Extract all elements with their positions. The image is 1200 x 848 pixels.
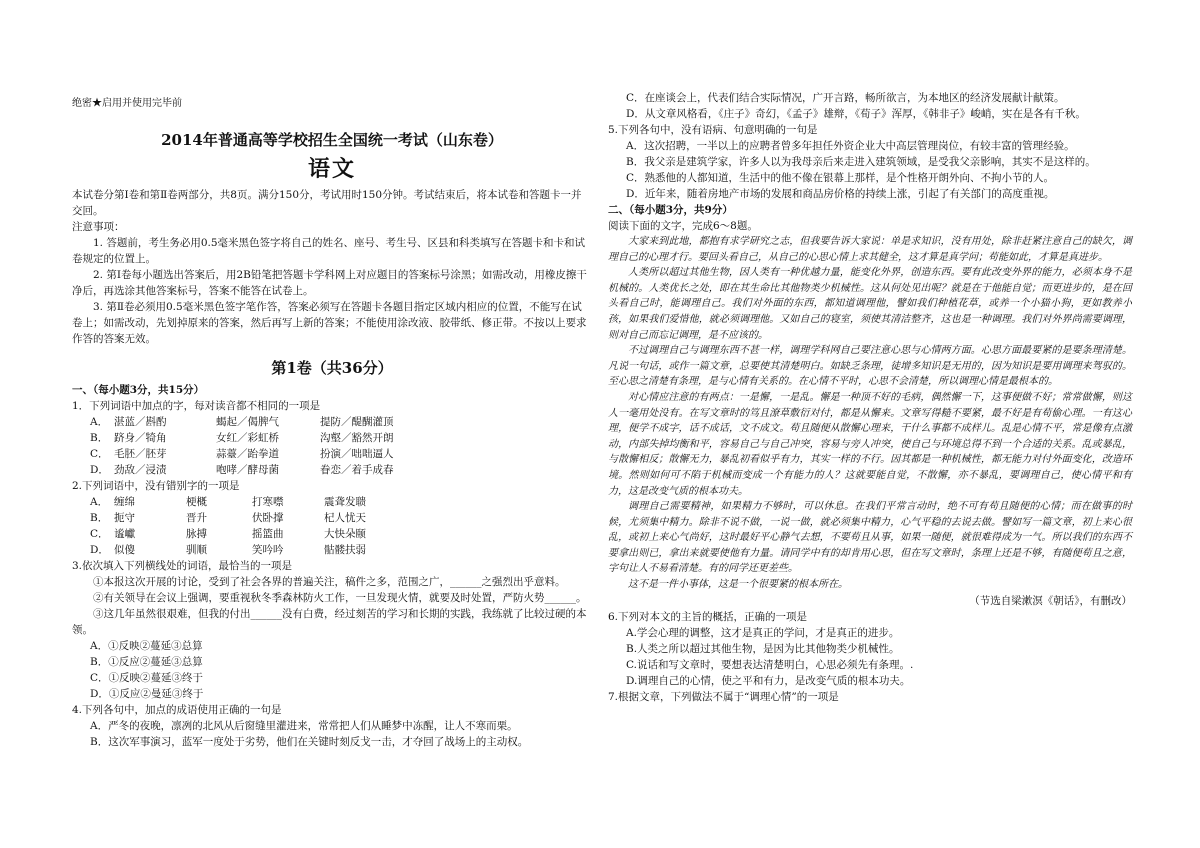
option-item: 杞人忧天: [324, 512, 366, 524]
exam-title: 2014年普通高等学校招生全国统一考试（山东卷）: [161, 131, 503, 149]
reading-instruction: 阅读下面的文字，完成6～8题。: [608, 220, 758, 232]
question-5-option-c: C．熟悉他的人都知道，生活中的他不像在银幕上那样，是个性格开朗外向、不拘小节的人。: [626, 172, 1055, 184]
option-item: 伏卧撑: [252, 512, 284, 524]
option-item: 晋升: [186, 512, 207, 524]
question-6-option-d: D.调理自己的心情，使之平和有力，是改变气质的根本功夫。: [626, 674, 911, 687]
option-item: 劲敌／浸渍: [114, 464, 167, 476]
option-item: 蒜薹／跆拳道: [216, 448, 279, 460]
option-label: B．: [90, 432, 109, 444]
question-3-sentence-3: ③这几年虽然很艰难，但我的付出______没有白费，经过刻苦的学习和长期的实践，我练就了比较过硬的本领。: [72, 608, 587, 636]
question-1-option-c: [72, 446, 592, 462]
option-item: 跻身／犄角: [114, 432, 167, 444]
option-label: D．: [90, 464, 109, 476]
option-label: B．: [90, 512, 109, 524]
option-label: C．: [90, 448, 109, 460]
option-label: A．: [90, 496, 109, 508]
confidential-note: 绝密★启用并使用完毕前: [72, 98, 182, 109]
option-label: D．: [90, 544, 109, 556]
question-5-option-a: A．这次招聘，一半以上的应聘者曾多年担任外资企业大中高层管理岗位，有较丰富的管理经验。: [626, 140, 1075, 152]
option-item: 咆哮／酵母菌: [216, 464, 279, 476]
question-2-option-c: [72, 526, 592, 542]
question-3-option-c: C．①反映②蔓延③终于: [90, 672, 204, 684]
option-label: A．: [90, 416, 109, 428]
question-6-option-a: A.学会心理的调整，这才是真正的学问，才是真正的进步。: [626, 626, 900, 639]
question-6-stem: 6.下列对本文的主旨的概括，正确的一项是: [608, 610, 808, 623]
left-column: [72, 88, 592, 750]
question-4-option-d: D．从文章风格看，《庄子》奇幻，《孟子》雄辩，《荀子》浑厚，《韩非子》峻峭，实在是各有千秋。: [626, 108, 1086, 120]
question-3-option-d: D．①反应②曼延③终于: [90, 688, 204, 700]
option-item: 骷髅扶弱: [324, 544, 366, 556]
passage-paragraph-6: 这不是一件小事体，这是一个很要紧的根本所在。: [628, 579, 848, 591]
notice-item-3: 3. 第Ⅱ卷必须用0.5毫米黑色签字笔作答，答案必须写在答题卡各题目指定区域内相应的位置，不能写在试卷上；如需改动，先划掉原来的答案，然后再写上新的答案；不能使用涂改液、胶带纸、修正带。不按以上要求作答的答案无效。: [72, 301, 587, 345]
question-2-option-a: [72, 494, 592, 510]
question-7-stem: 7.根据文章，下列做法不属于“调理心情”的一项是: [608, 690, 839, 703]
notice-item-1: 1. 答题前，考生务必用0.5毫米黑色签字将自己的姓名、座号、考生号、区县和科类填写在答题卡和卡和试卷规定的位置上。: [72, 237, 586, 265]
option-item: 蝎起／偈脾气: [216, 416, 279, 428]
passage-source: （节选自梁漱溟《朝话》，有删改）: [969, 594, 1132, 607]
option-item: 似傻: [114, 544, 135, 556]
option-item: 谧巘: [114, 528, 135, 540]
passage-paragraph-5: 调理自己需要精神，如果精力不够时，可以休息。在我们平常言动时，绝不可有苟且随便的心情；而在做事的时候，尤须集中精力。除非不说不做，一说一做，就必须集中精力，心气平稳的去说去做。譬如写一篇文章，初上来心很乱，或初上来心气尚好，这时最好平心静气去想，不要苟且从事，如果一随便，就很难得成为一气。所以我们的东西不要拿出则已，拿出来就要使他有力量。请同学中有的却肯用心思，但在写文章时，条理上还是不够，有随便苟且之意，字句让人不易看清楚。有的同学还更差些。: [608, 501, 1132, 575]
question-3-sentence-1: ①本报这次开展的讨论，受到了社会各界的普遍关注，稿件之多，范围之广，______之强烈出乎意料。: [93, 576, 566, 588]
option-item: 梗概: [186, 496, 207, 508]
question-6-option-b: B.人类之所以超过其他生物，是因为比其他物类少机械性。: [626, 642, 900, 655]
option-item: 摇篮曲: [252, 528, 284, 540]
question-5-option-b: B．我父亲是建筑学家，许多人以为我母亲后来走进入建筑领域，是受我父亲影响，其实不是这样的。: [626, 156, 1096, 168]
question-5-stem: 5.下列各句中，没有语病、句意明确的一句是: [608, 124, 818, 136]
part-2-heading: 二、（每小题3分，共9分）: [608, 204, 733, 216]
notice-label: 注意事项：: [72, 221, 125, 233]
question-6-option-c: C.说话和写文章时，要想表达清楚明白，心思必须先有条理。.: [626, 658, 914, 671]
question-2-option-b: [72, 510, 592, 526]
option-item: 笑吟吟: [252, 544, 284, 556]
passage-paragraph-1: 大家来到此地，都抱有求学研究之志，但我要告诉大家说：单是求知识，没有用处，除非赶紧注意自己的缺欠，调理自己的心理才行。要回头看自己，从自己的心思心情上求其健全，这才算是真学问；苟能如此，才算是真进步。: [608, 236, 1132, 263]
question-1-option-a: [72, 414, 592, 430]
option-item: 扮演／咄咄逼人: [320, 448, 394, 460]
question-1-option-b: [72, 430, 592, 446]
intro-paragraph: 本试卷分第Ⅰ卷和第Ⅱ卷两部分，共8页。满分150分，考试用时150分钟。考试结束后，将本试卷和答题卡一并交回。: [72, 189, 582, 217]
part-1-heading: 一、（每小题3分，共15分）: [72, 384, 205, 396]
question-3-option-a: A．①反映②蔓延③总算: [90, 640, 203, 652]
notice-item-2: 2. 第Ⅰ卷每小题选出答案后，用2B铅笔把答题卡学科网上对应题目的答案标号涂黑；如需改动，用橡皮擦干净后，再选涂其他答案标号，答案不能答在试卷上。: [72, 269, 587, 297]
right-column: [608, 90, 1132, 705]
question-2-option-d: [72, 542, 592, 558]
option-item: 毛胚／胚芽: [114, 448, 167, 460]
option-item: 扼守: [114, 512, 135, 524]
option-item: 女红／彩虹桥: [216, 432, 279, 444]
section-1-title: 第1卷（共36分）: [271, 359, 393, 377]
question-4-option-b: B．这次军事演习，蓝军一度处于劣势，他们在关键时刻反戈一击，才夺回了战场上的主动权。: [90, 736, 529, 748]
option-item: 打寒噤: [252, 496, 284, 508]
option-label: C．: [90, 528, 109, 540]
question-5-option-d: D．近年来，随着房地产市场的发展和商品房价格的持续上涨，引起了有关部门的高度重视。: [626, 188, 1055, 200]
passage-paragraph-3: 不过调理自己与调理东西不甚一样，调理学科网自己要注意心思与心情两方面。心思方面最要紧的是要条理清楚。凡说一句话，或作一篇文章，总要使其清楚明白。如缺乏条理，徒增多知识是无用的，因为知识是要用调理来驾驭的。至心思之清楚有条理，是与心情有关系的。在心情不平时，心思不会清楚，所以调理心情是最根本的。: [608, 345, 1132, 388]
question-1-option-d: [72, 462, 592, 478]
option-item: 驯顺: [186, 544, 207, 556]
option-item: 脉搏: [186, 528, 207, 540]
option-item: 震聋发聩: [324, 496, 366, 508]
option-item: 缠绵: [114, 496, 135, 508]
question-3-option-b: B．①反应②蔓延③总算: [90, 656, 203, 668]
passage-paragraph-4: 对心情应注意的有两点：一是懈，一是乱。懈是一种顶不好的毛病，偶然懈一下，这事便做不好；常常做懈，则这人一毫用处没有。在写文章时的笃且潦草敷衍对付，都是从懈来。文章写得糙不要紧，最不好是有苟偷心理。一有这心理，便学不成字，话不成话，文不成文。苟且随便从散懈心理来，干什么事都不成样儿。乱是心情不平，常是像有点激动，内部失掉均衡和平，容易自己与自己冲突，容易与旁人冲突，使自己与环境总得不到一个合适的关系。乱或暴乱，与散懈相反；散懈无力，暴乱初看似乎有力，其实一样的不行。因其都是一种机械性，都无能力对付外面变化，改造环境。然则如何可不陷于机械而变成一个有能力的人？这就要能自觉，不散懈，亦不暴乱，要调理自己，使心情平和有力，这是改变气质的根本功夫。: [608, 391, 1132, 497]
question-4-option-c: C．在座谈会上，代表们结合实际情况，广开言路，畅所欲言，为本地区的经济发展献计献策。: [626, 92, 1065, 104]
option-item: 大快朵颐: [324, 528, 366, 540]
option-item: 湛蓝／斟酌: [114, 416, 167, 428]
subject-title: 语文: [307, 156, 356, 182]
passage-paragraph-2: 人类所以超过其他生物，因人类有一种优越力量，能变化外界，创造东西。要有此改变外界的能力，必须本身不是机械的。人类优长之处，即在其生命比其他物类少机械性。这从何处见出呢？就是在于他能自觉；而更进步的，是在回头看自己时，能调理自己。我们对外面的东西，都知道调理他，譬如我们种植花草，或养一个小猫小狗，更如教养小孩，如果我们爱惜他，就必须调理他。又如自己的寝室，须使其清洁整齐，这也是一种调理。我们对外界尚需要调理，则对自己而忘记调理，是不应该的。: [608, 267, 1132, 341]
question-3-sentence-2: ②有关领导在会议上强调，要重视秋冬季森林防火工作，一旦发现火情，就要及时处置，严防火势______。: [93, 592, 587, 604]
option-item: 提防／醍醐灌顶: [320, 416, 394, 428]
question-1-stem: 1．下列词语中加点的字，每对读音都不相同的一项是: [72, 400, 321, 412]
question-3-stem: 3.依次填入下列横线处的词语，最恰当的一项是: [72, 560, 293, 572]
option-item: 沟壑／豁然开朗: [320, 432, 394, 444]
question-4-stem: 4.下列各句中，加点的成语使用正确的一句是: [72, 704, 282, 716]
option-item: 眷恋／着手成春: [320, 464, 394, 476]
question-4-option-a: A．严冬的夜晚，凛冽的北风从后窗缝里灌进来，常常把人们从睡梦中冻醒，让人不寒而栗。: [90, 720, 518, 732]
question-2-stem: 2.下列词语中，没有错别字的一项是: [72, 480, 240, 492]
